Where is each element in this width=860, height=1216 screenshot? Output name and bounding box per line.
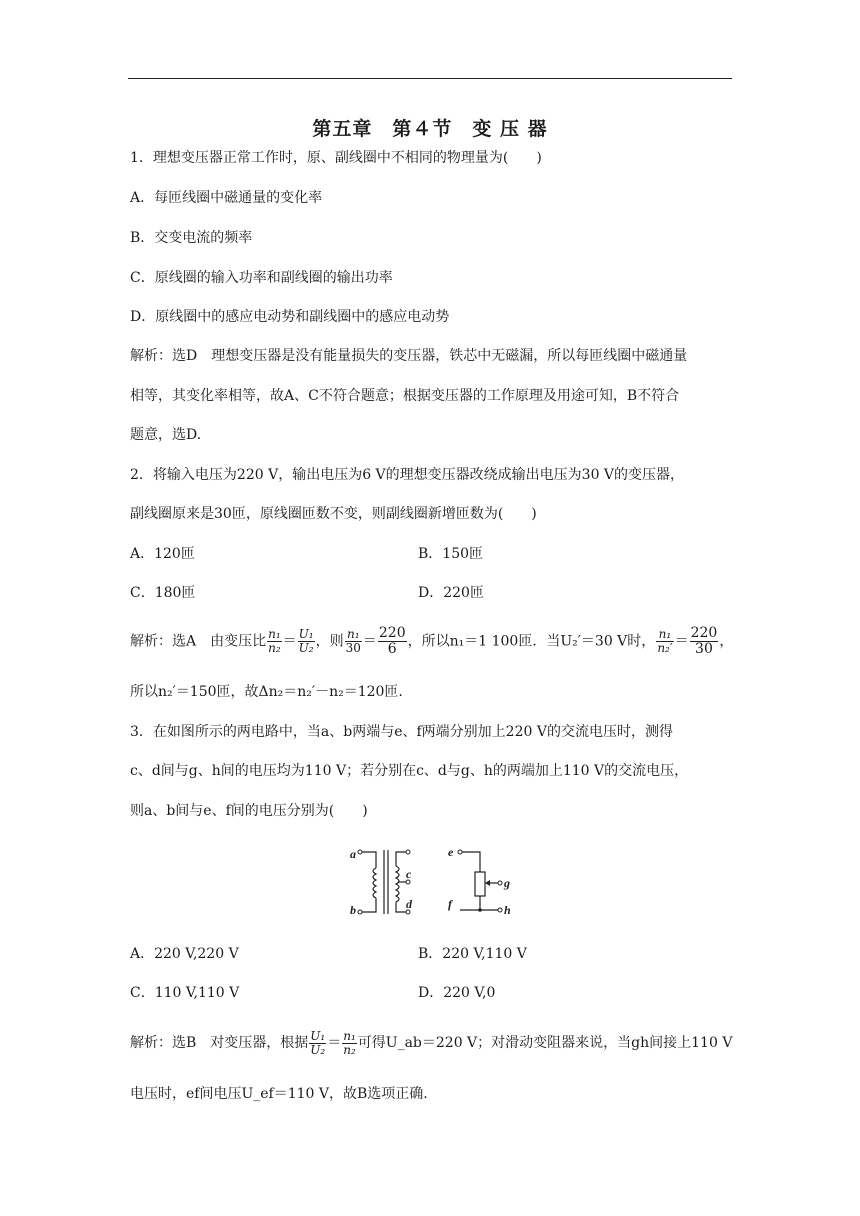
fraction-denominator: n₂ [343,1042,356,1057]
fraction-numerator: n₁ [656,628,673,642]
fraction-denominator: 30 [695,641,713,657]
header-rule [128,78,732,79]
q3-option-b: B．220 V,110 V [418,946,527,962]
secondary-lead-top [396,852,408,866]
equals-sign: ＝ [674,633,689,650]
q3-option-c: C．110 V,110 V [130,985,240,1001]
q1-analysis-line-3: 题意，选D. [130,427,202,443]
fraction-denominator: U₂ [310,1042,326,1057]
label-b: b [350,903,356,917]
fraction-n1-n2 [342,1030,357,1057]
junction-dot [478,908,482,912]
fraction-numerator: U₁ [310,1028,326,1043]
q2-option-b: B．150匝 [418,546,484,562]
equals-sign: ＝ [282,633,297,650]
terminal-g [498,881,502,885]
fraction-numerator: 220 [690,625,718,641]
q2-option-d: D．220匝 [418,585,484,601]
q3-analysis-line-2: 电压时，ef间电压U_ef＝110 V，故B选项正确. [130,1086,428,1102]
q1-option-c: C．原线圈的输入功率和副线圈的输出功率 [130,270,393,286]
fraction-220-30 [690,626,719,657]
q2-analysis-mid: ，所以n₁＝1 100匝．当U₂′＝30 V时， [407,633,656,650]
q3-analysis-mid: 可得U_ab＝220 V；对滑动变阻器来说，当gh间接上110 V [357,1035,733,1051]
fraction-n1-30 [345,628,362,655]
fraction-denominator: 6 [387,641,397,657]
label-c: c [406,867,412,881]
terminal-e [458,850,462,854]
q1-option-b: B．交变电流的频率 [130,230,253,246]
q1-analysis-line-2: 相等，其变化率相等，故A、C不符合题意；根据变压器的工作原理及用途可知，B不符合 [130,388,680,404]
circuit-figure [348,842,518,922]
fraction-numerator: n₁ [268,627,281,641]
q1-option-d: D．原线圈中的感应电动势和副线圈中的感应电动势 [130,309,450,325]
q1-analysis-line-1: 解析：选D 理想变压器是没有能量损失的变压器，铁芯中无磁漏，所以每匝线圈中磁通量 [130,348,688,364]
terminal-top-right [406,850,410,854]
fraction-n1-n2 [267,628,282,655]
fraction-denominator: n₂′ [657,641,673,655]
q2-analysis-then: ，则 [315,633,344,650]
label-f: f [448,897,452,911]
fraction-numerator: U₁ [298,627,314,641]
terminal-h [498,908,502,912]
rheostat-lead-top [460,852,480,872]
fraction-numerator: 220 [378,625,406,641]
fraction-denominator: n₂ [268,641,281,655]
fraction-numerator: n₁ [345,628,362,642]
label-a: a [350,847,356,861]
fraction-220-6 [378,626,407,657]
rheostat-resistor [475,872,485,896]
label-g: g [504,876,510,890]
q1-option-a: A．每匝线圈中磁通量的变化率 [130,190,323,206]
slider-arrow [485,880,490,886]
primary-coil [373,868,376,898]
primary-lead-top [360,852,376,868]
fraction-u1-u2 [298,628,315,655]
label-e: e [448,845,454,859]
q3-stem-line-1: 3．在如图所示的两电路中，当a、b两端与e、f两端分别加上220 V的交流电压时，测得 [130,724,673,740]
q3-analysis-line-1 [130,1028,732,1058]
label-d: d [406,897,412,911]
primary-lead-bottom [360,898,376,912]
q3-option-d: D．220 V,0 [418,985,496,1001]
q3-stem-line-2: c、d间与g、h间的电压均为110 V；若分别在c、d与g、h的两端加上110 V的交流电压， [130,763,689,779]
q2-analysis-line-1 [130,626,733,657]
q2-option-c: C．180匝 [130,585,196,601]
fraction-u1-u2 [309,1030,326,1057]
q1-stem: 1．理想变压器正常工作时，原、副线圈中不相同的物理量为( ) [130,150,542,166]
q2-option-a: A．120匝 [130,546,195,562]
equals-sign: ＝ [327,1035,342,1051]
fraction-denominator: 30 [345,641,361,655]
q3-stem-line-3: 则a、b间与e、f间的电压分别为( ) [130,803,368,819]
fraction-numerator: n₁ [343,1028,356,1043]
q2-analysis-line-2: 所以n₂′＝150匝，故Δn₂＝n₂′－n₂＝120匝. [130,684,403,700]
q3-option-a: A．220 V,220 V [130,946,239,962]
q2-stem-line-2: 副线圈原来是30匝，原线圈匝数不变，则副线圈新增匝数为( ) [130,506,537,522]
fraction-n1-n2prime [656,628,673,655]
label-h: h [504,903,511,917]
q2-stem-line-1: 2．将输入电压为220 V，输出电压为6 V的理想变压器改绕成输出电压为30 V的变压器， [130,467,685,483]
terminal-a [358,850,362,854]
q2-analysis-end: ， [719,633,734,650]
page-title: 第五章 第４节 变 压 器 [312,118,548,140]
q3-analysis-prefix: 解析：选B 对变压器，根据 [130,1035,309,1051]
secondary-coil [396,866,399,902]
fraction-denominator: U₂ [298,641,314,655]
equals-sign: ＝ [362,633,377,650]
terminal-b [358,910,362,914]
q2-analysis-prefix: 解析：选A 由变压比 [130,633,267,650]
